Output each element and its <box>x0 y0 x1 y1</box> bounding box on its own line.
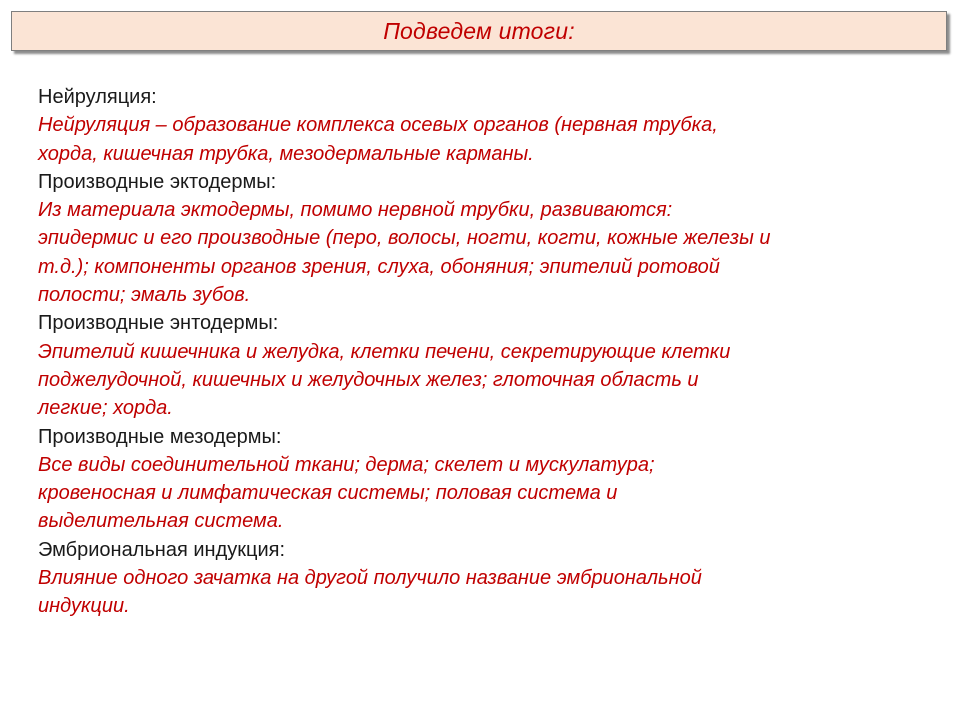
section-line: эпидермис и его производные (перо, волосы, ногти, когти, кожные железы и <box>38 227 771 250</box>
section-neurulation <box>38 83 938 168</box>
section-heading: Эмбриональная индукция: <box>38 538 286 561</box>
section-heading: Нейруляция: <box>38 86 157 108</box>
section-line: хорда, кишечная трубка, мезодермальные карманы. <box>38 142 534 165</box>
section-mesoderm <box>38 423 938 536</box>
section-line: Эпителий кишечника и желудка, клетки печени, секретирующие клетки <box>38 340 731 363</box>
section-line: кровеносная и лимфатическая системы; половая система и <box>38 482 618 505</box>
slide-title: Подведем итоги: <box>383 17 575 44</box>
section-line: индукции. <box>38 595 130 618</box>
section-line: полости; эмаль зубов. <box>38 284 251 307</box>
section-ectoderm <box>38 168 938 309</box>
section-heading: Производные энтодермы: <box>38 312 279 335</box>
section-line: Нейруляция – образование комплекса осевых органов (нервная трубка, <box>38 114 718 137</box>
section-heading: Производные мезодермы: <box>38 425 282 448</box>
section-line: Влияние одного зачатка на другой получило название эмбриональной <box>38 567 702 590</box>
section-endoderm <box>38 309 938 422</box>
section-line: поджелудочной, кишечных и желудочных желез; глоточная область и <box>38 368 699 391</box>
section-line: выделительная система. <box>38 510 284 533</box>
section-heading: Производные эктодермы: <box>38 170 277 193</box>
section-line: т.д.); компоненты органов зрения, слуха, обоняния; эпителий ротовой <box>38 255 720 278</box>
section-induction <box>38 536 938 621</box>
section-line: Из материала эктодермы, помимо нервной трубки, развиваются: <box>38 199 673 222</box>
section-line: легкие; хорда. <box>38 397 173 420</box>
summary-content <box>38 83 938 621</box>
section-line: Все виды соединительной ткани; дерма; скелет и мускулатура; <box>38 453 655 476</box>
title-banner <box>11 11 947 51</box>
